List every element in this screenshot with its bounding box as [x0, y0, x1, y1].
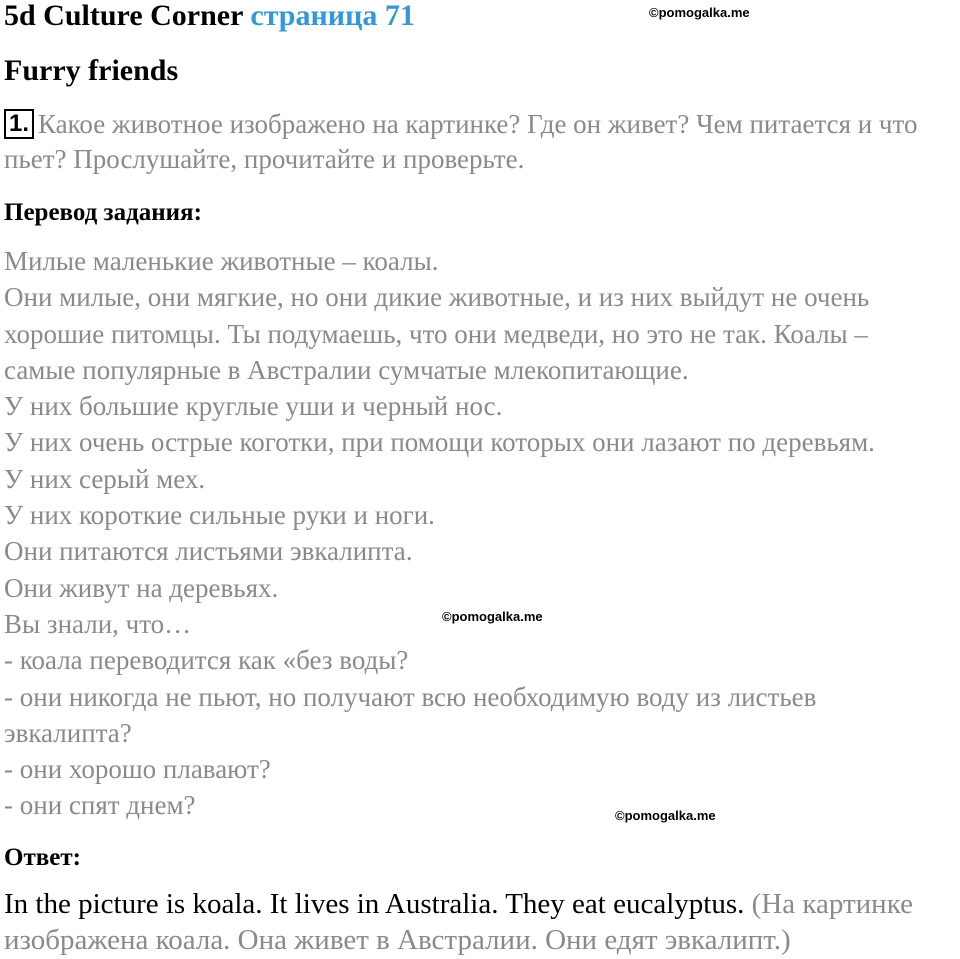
translation-line: - они хорошо плавают? [4, 754, 271, 785]
translation-heading: Перевод задания: [4, 199, 202, 226]
lesson-title: 5d Culture Corner [4, 0, 243, 32]
answer-english: In the picture is koala. It lives in Australia. They eat eucalyptus. [4, 888, 745, 920]
translation-line: хорошие питомцы. Ты подумаешь, что они медведи, но это не так. Коалы – [4, 318, 868, 349]
translation-line: Они живут на деревьях. [4, 572, 279, 603]
task-block [4, 107, 958, 177]
translation-line: - они спят днем? [4, 790, 196, 821]
translation-text [4, 243, 958, 824]
translation-line: самые популярные в Австралии сумчатые млекопитающие. [4, 354, 689, 385]
section-subtitle: Furry friends [4, 54, 179, 87]
translation-line: Вы знали, что… [4, 608, 192, 639]
translation-line: эвкалипта? [4, 717, 132, 748]
watermark: ©pomogalka.me [442, 609, 543, 624]
translation-line: Милые маленькие животные – коалы. [4, 246, 439, 276]
answer-heading: Ответ: [4, 844, 81, 871]
translation-line: Они милые, они мягкие, но они дикие животные, и из них выйдут не очень [4, 282, 870, 313]
watermark: ©pomogalka.me [649, 5, 750, 20]
task-number-badge: 1. [4, 109, 34, 139]
translation-line: У них большие круглые уши и черный нос. [4, 391, 503, 422]
page-reference: страница 71 [250, 0, 415, 32]
translation-line: Они питаются листьями эвкалипта. [4, 536, 413, 567]
watermark: ©pomogalka.me [615, 808, 716, 823]
translation-line: У них короткие сильные руки и ноги. [4, 500, 435, 531]
page-header [4, 0, 415, 36]
task-text: Какое животное изображено на картинке? Где он живет? Чем питается и что пьет? Прослушайте, прочитайте и проверьте. [4, 109, 918, 174]
translation-line: У них серый мех. [4, 463, 206, 494]
translation-line: У них очень острые коготки, при помощи которых они лазают по деревьям. [4, 427, 875, 458]
answer-russian: (На картинке изображена коала. Она живет в Австралии. Они едят эвкалипт.) [4, 888, 913, 956]
translation-line: - коала переводится как «без воды? [4, 645, 409, 676]
translation-line: - они никогда не пьют, но получают всю необходимую воду из листьев [4, 681, 817, 712]
answer-block [4, 886, 958, 958]
